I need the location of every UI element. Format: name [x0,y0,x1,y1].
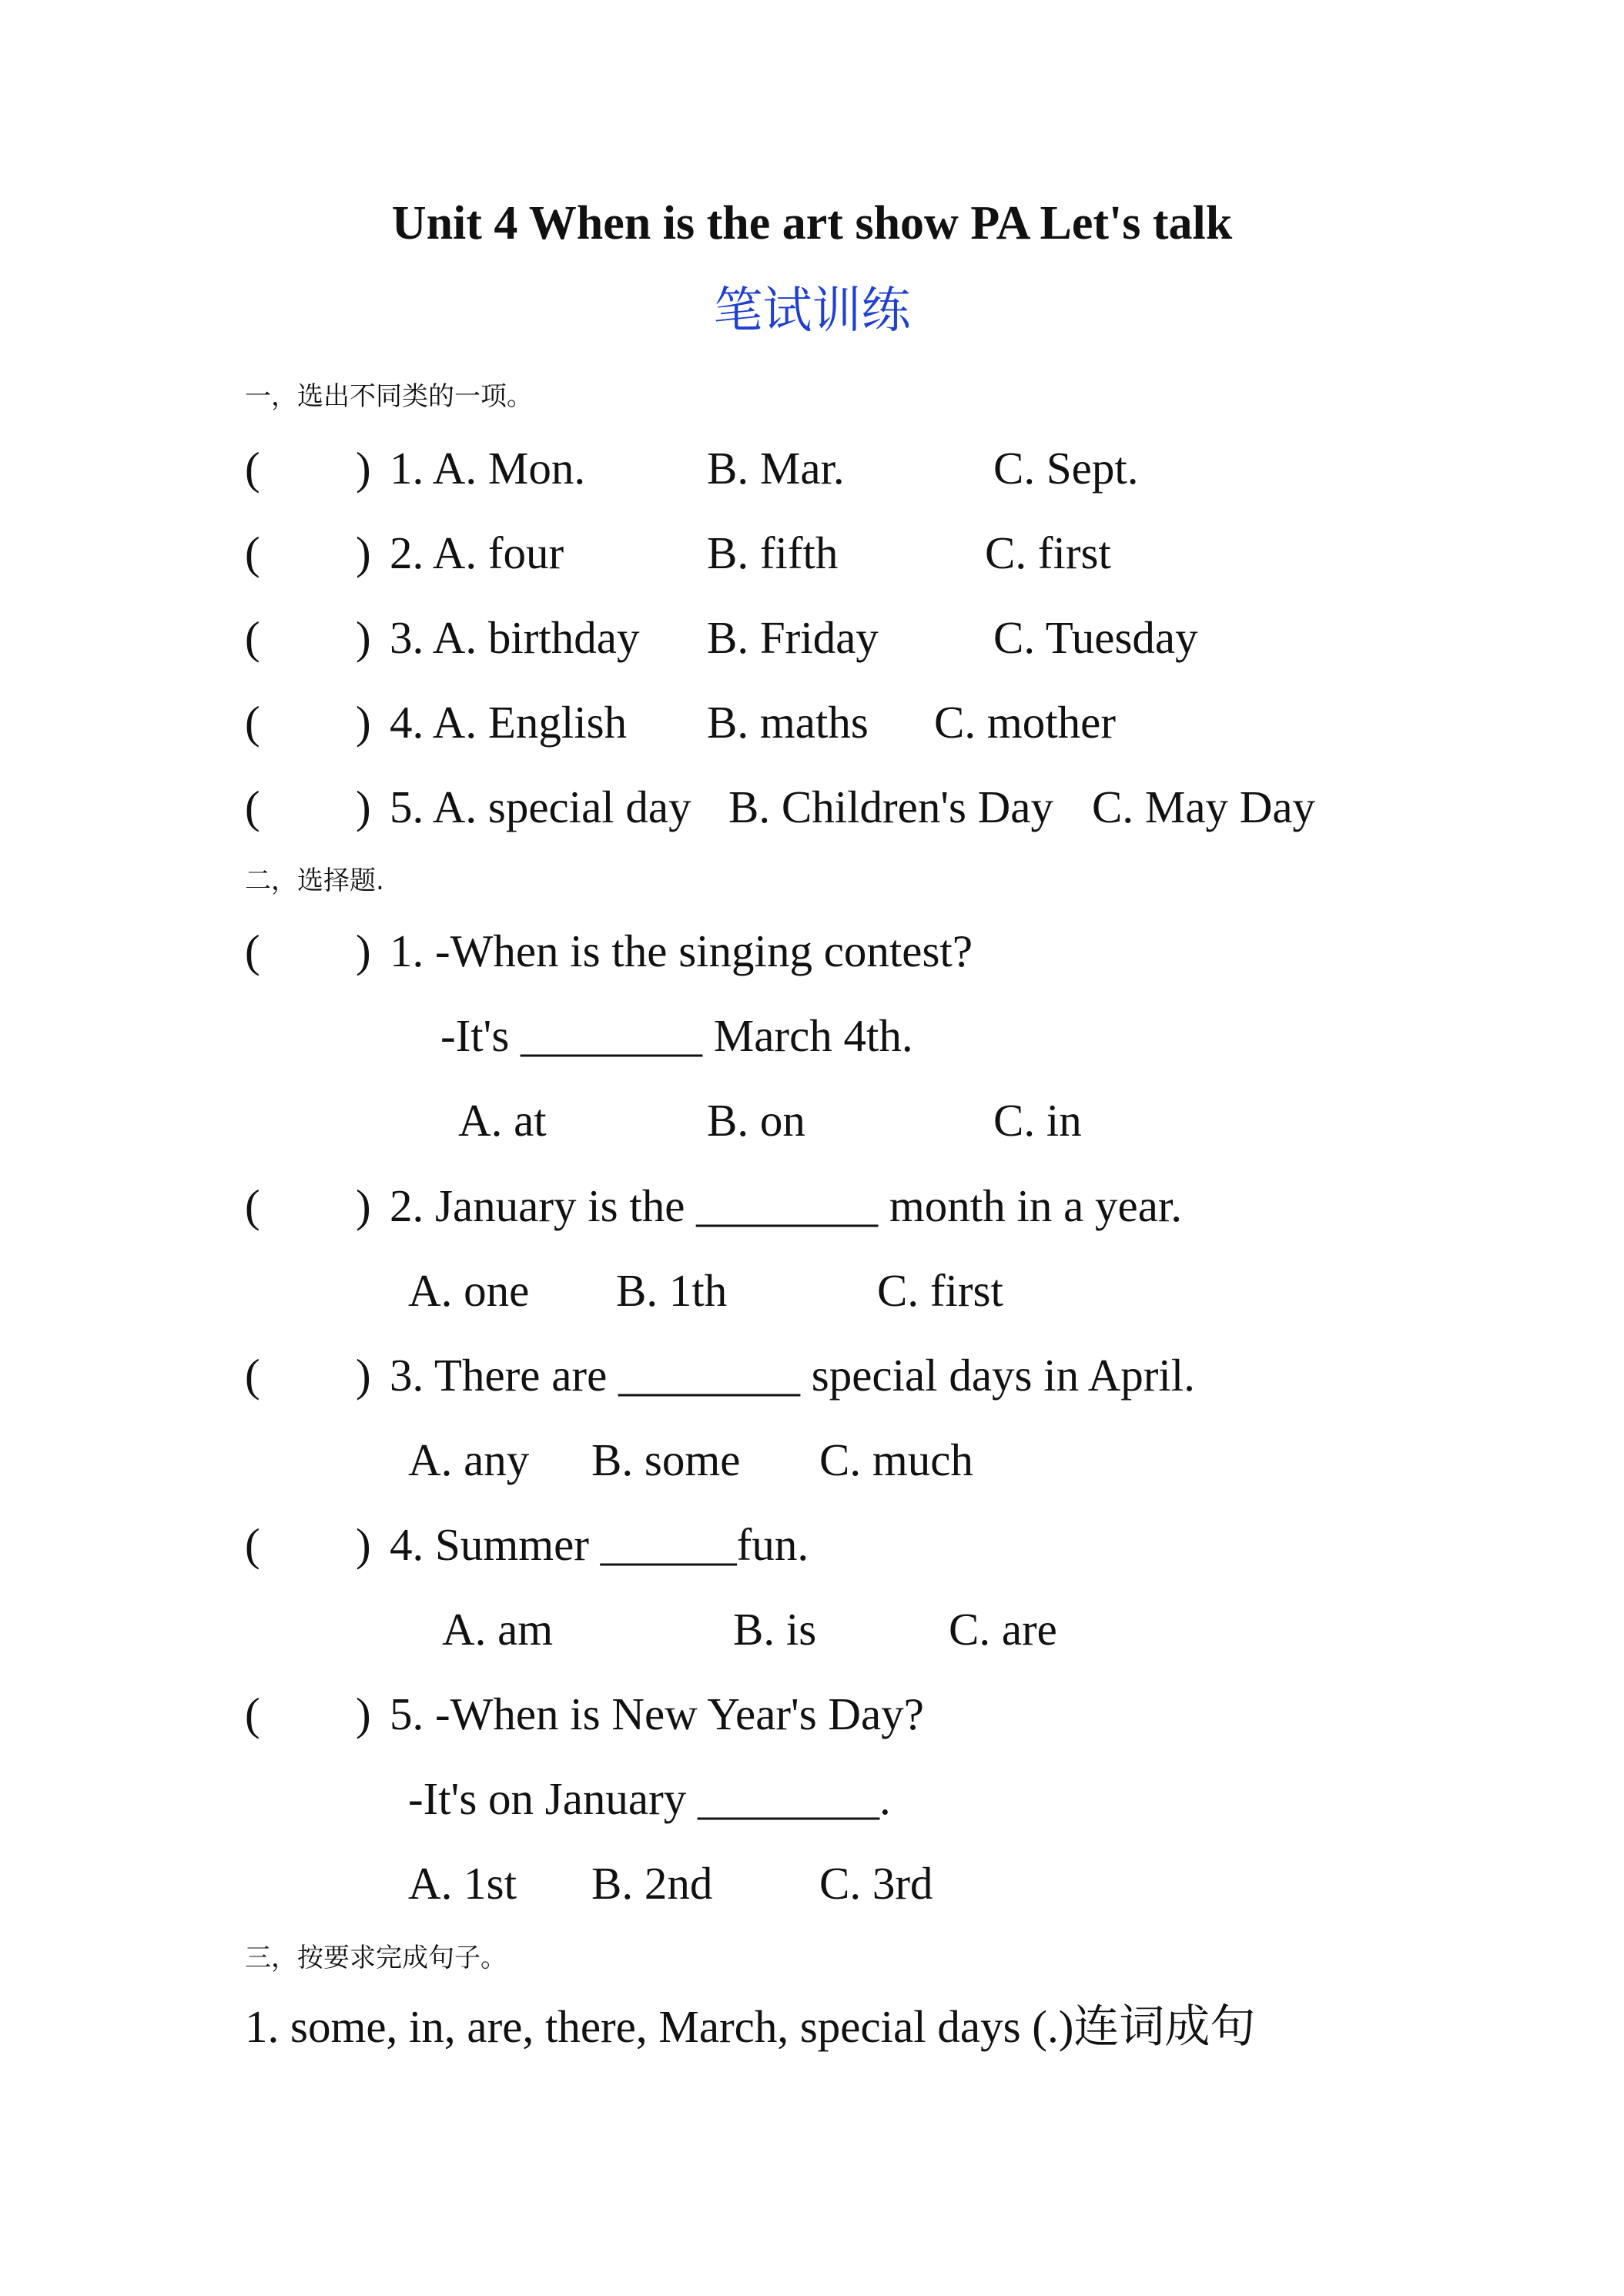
s2-q1-option-a: A. at [458,1095,547,1146]
answer-paren-close: ) [356,697,371,748]
s2-q3 [0,1347,1624,1403]
s1-item-4-b: B. maths [707,697,869,748]
s2-q1-option-b: B. on [707,1095,805,1146]
s1-item-2 [0,525,1624,581]
s1-item-1-c: C. Sept. [993,443,1139,494]
answer-paren-close: ) [356,1519,371,1570]
answer-paren-open: ( [245,1350,260,1401]
s3-item-1: 1. some, in, are, there, March, special days (.)连词成句 [245,2001,1256,2052]
answer-paren-close: ) [356,443,371,494]
answer-paren-open: ( [245,925,260,976]
s1-item-3 [0,610,1624,665]
s2-q2-option-a: A. one [408,1265,530,1316]
s2-q2 [0,1178,1624,1233]
s2-q5-answer-line: -It's on January ________. [408,1773,891,1824]
s1-item-4-a: 4. A. English [390,697,628,748]
answer-paren-close: ) [356,1180,371,1231]
s2-q3-question: 3. There are ________ special days in April. [390,1350,1195,1401]
s2-q5-option-a: A. 1st [408,1858,517,1909]
answer-paren-open: ( [245,782,260,832]
s2-q3-options [0,1432,1624,1488]
s2-q3-option-c: C. much [819,1434,973,1485]
s2-q2-question: 2. January is the ________ month in a year. [390,1180,1183,1231]
worksheet-subtitle: 笔试训练 [713,283,911,340]
answer-paren-close: ) [356,527,371,578]
s2-q5 [0,1686,1624,1742]
s2-q3-option-b: B. some [591,1434,741,1485]
s1-item-1 [0,440,1624,496]
s2-q4-option-a: A. am [442,1604,554,1655]
section-3-heading: 三，按要求完成句子。 [245,1943,507,1973]
section-1-heading: 一，选出不同类的一项。 [245,381,533,412]
s2-q4-option-c: C. are [949,1604,1057,1655]
answer-paren-open: ( [245,612,260,663]
s1-item-4-c: C. mother [934,697,1116,748]
answer-paren-open: ( [245,443,260,494]
s1-item-5-c: C. May Day [1092,782,1316,832]
s2-q5-option-b: B. 2nd [591,1858,713,1909]
s2-q4-option-b: B. is [733,1604,817,1655]
s1-item-1-a: 1. A. Mon. [390,443,586,494]
answer-paren-open: ( [245,1180,260,1231]
answer-paren-open: ( [245,1519,260,1570]
s1-item-3-a: 3. A. birthday [390,612,640,663]
s1-item-5-a: 5. A. special day [390,782,691,832]
s1-item-1-b: B. Mar. [707,443,845,494]
answer-paren-close: ) [356,782,371,832]
section-2-heading: 二，选择题. [245,865,384,896]
s1-item-2-a: 2. A. four [390,527,564,578]
s2-q2-option-b: B. 1th [616,1265,728,1316]
s1-item-2-c: C. first [985,527,1111,578]
s2-q4 [0,1517,1624,1572]
s2-q1-option-c: C. in [993,1095,1082,1146]
s1-item-2-b: B. fifth [707,527,839,578]
s2-q1-options [0,1093,1624,1148]
answer-paren-close: ) [356,1689,371,1739]
answer-paren-close: ) [356,1350,371,1401]
s2-q1 [0,923,1624,979]
answer-paren-open: ( [245,697,260,748]
answer-paren-open: ( [245,1689,260,1739]
s1-item-4 [0,694,1624,750]
s1-item-3-b: B. Friday [707,612,879,663]
answer-paren-close: ) [356,925,371,976]
answer-paren-close: ) [356,612,371,663]
s2-q4-question: 4. Summer ______fun. [390,1519,809,1570]
s2-q2-options [0,1263,1624,1318]
s1-item-5 [0,779,1624,835]
s2-q5-question: 5. -When is New Year's Day? [390,1689,924,1739]
s1-item-5-b: B. Children's Day [728,782,1053,832]
s2-q5-options [0,1856,1624,1911]
worksheet-title: Unit 4 When is the art show PA Let's talk [391,197,1233,249]
answer-paren-open: ( [245,527,260,578]
s2-q2-option-c: C. first [877,1265,1003,1316]
s2-q3-option-a: A. any [408,1434,530,1485]
s2-q5-option-c: C. 3rd [819,1858,933,1909]
s2-q1-answer-line: -It's ________ March 4th. [440,1010,913,1061]
s2-q1-question: 1. -When is the singing contest? [390,925,973,976]
s2-q4-options [0,1602,1624,1657]
s1-item-3-c: C. Tuesday [993,612,1198,663]
